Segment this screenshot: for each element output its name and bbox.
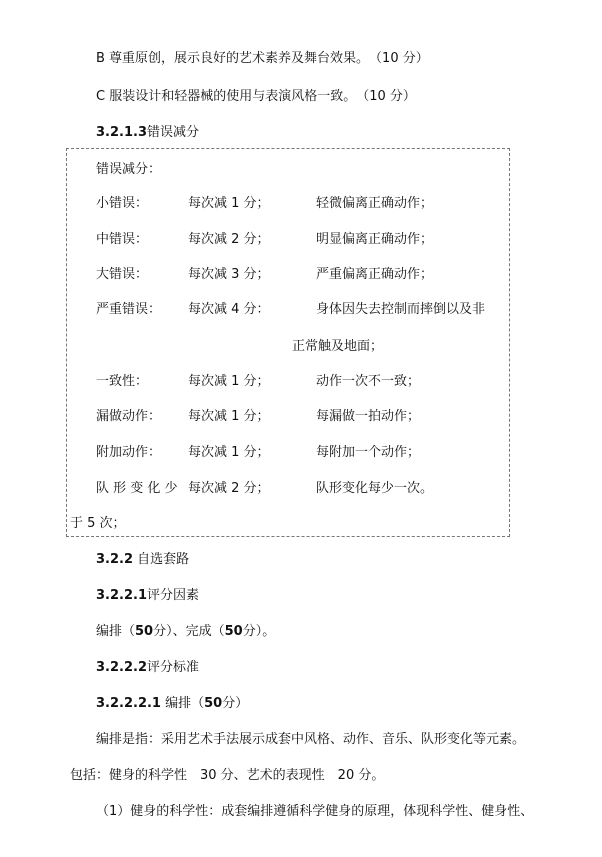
error-desc: 轻微偏离正确动作； [316,196,434,211]
error-name: 严重错误： [96,302,162,317]
error-desc-continuation: 正常触及地面； [292,339,384,354]
section-number: 3.2.1.3 [96,125,147,140]
error-name: 小错误： [96,196,149,211]
error-deduct: 每次减 1 分； [188,196,270,211]
error-name: 队 形 变 化 少 [96,481,178,496]
score-value: 50 [135,624,154,639]
section-title: 自选套路 [137,552,190,567]
criterion-b: B 尊重原创，展示良好的艺术素养及舞台效果。 （10 分） [96,51,429,66]
error-name: 一致性： [96,374,149,389]
paragraph-item-1: （1）健身的科学性：成套编排遵循科学健身的原理，体现科学性、健身性、 [96,804,534,819]
section-number: 3.2.2.2.1 [96,696,161,711]
error-name: 中错误： [96,232,149,247]
section-title: 评分标准 [147,660,200,675]
text-fragment: 编排（ [96,624,136,639]
score-value: 50 [224,624,243,639]
scoring-factors [96,624,275,640]
error-desc: 身体因失去控制而摔倒以及非 [316,302,486,317]
error-desc: 队形变化每少一次。 [316,481,434,496]
error-deduct: 每次减 1 分； [188,445,270,460]
error-deduct: 每次减 2 分； [188,232,270,247]
paragraph-definition: 编排是指：采用艺术手法展示成套中风格、动作、音乐、队形变化等元素。 [96,732,526,747]
section-title: 错误减分 [147,125,200,140]
score-value: 50 [204,696,223,711]
section-title: 编排（ [165,696,205,711]
error-desc: 每附加一个动作； [316,445,421,460]
criterion-c: C 服装设计和轻器械的使用与表演风格一致。 （10 分） [96,89,416,104]
paragraph-includes: 包括：健身的科学性 30 分、艺术的表现性 20 分。 [70,768,385,783]
text-fragment: 分）。 [242,624,276,639]
error-desc: 动作一次不一致； [316,374,421,389]
error-deduct: 每次减 4 分： [188,302,270,317]
heading-3-2-2-2-1 [96,696,248,712]
error-deduct: 每次减 3 分； [188,267,270,282]
error-desc: 明显偏离正确动作； [316,232,434,247]
error-desc: 每漏做一拍动作； [316,409,421,424]
heading-3-2-2 [96,552,189,568]
error-name: 大错误： [96,267,149,282]
error-name: 附加动作： [96,445,162,460]
section-title-close: 分） [222,696,249,711]
error-name: 漏做动作： [96,409,162,424]
heading-3-2-2-2 [96,660,199,676]
heading-3-2-2-1 [96,588,199,604]
error-desc: 严重偏离正确动作； [316,267,434,282]
heading-3-2-1-3 [96,125,199,141]
section-number: 3.2.2.1 [96,588,147,603]
text-fragment: 分）、完成（ [153,624,225,639]
error-name-continuation: 于 5 次； [70,516,126,531]
error-deduction-heading: 错误减分： [96,162,162,177]
error-deduct: 每次减 1 分； [188,409,270,424]
section-title: 评分因素 [147,588,200,603]
section-number: 3.2.2 [96,552,134,567]
error-deduct: 每次减 2 分； [188,481,270,496]
error-deduct: 每次减 1 分； [188,374,270,389]
section-number: 3.2.2.2 [96,660,147,675]
